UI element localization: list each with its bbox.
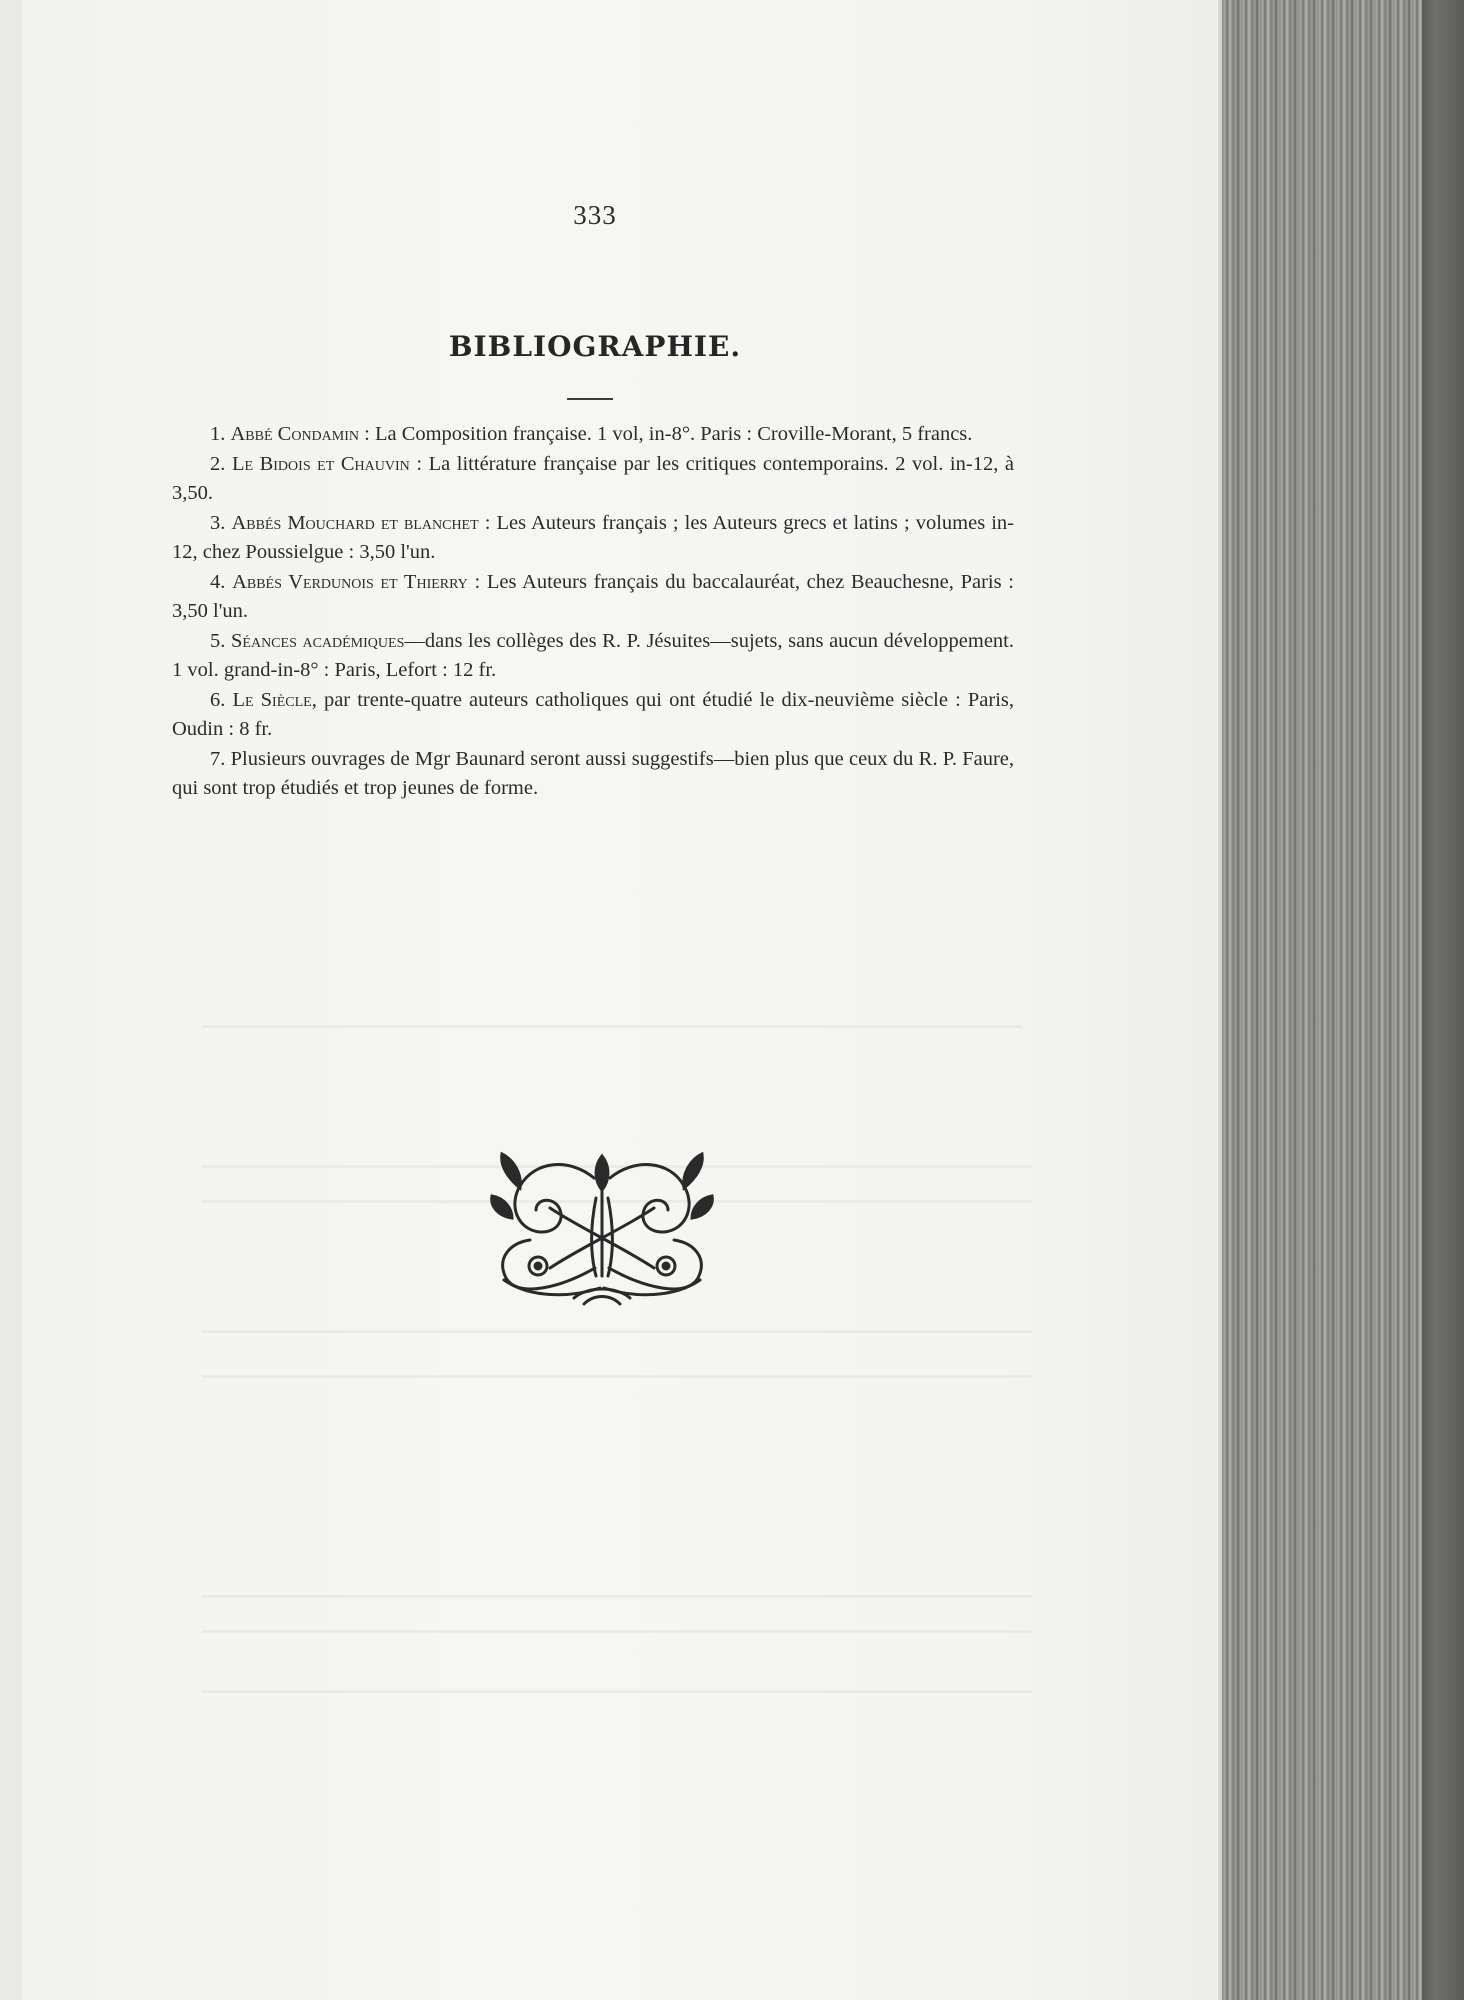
section-heading: BIBLIOGRAPHIE. [448,330,742,363]
entry-text: : Les Auteurs français ; les Auteurs grecs et latins ; volumes in-12, chez Poussielgue : 3,50 l'un. [172,511,1014,563]
entry-text: : La littérature française par les critiques contemporains. 2 vol. in-12, à 3,50. [172,452,1014,504]
entry-author: Abbés Verdunois et Thierry [232,570,468,593]
show-through-line [202,1375,1032,1378]
bibliography-list [172,420,1014,804]
entry-text: , par trente-quatre auteurs catholiques qui ont étudié le dix-neuvième siècle : Paris, Oudin : 8 fr. [172,688,1014,740]
entry-number: 1. [210,423,226,445]
show-through-line [202,1025,1022,1028]
show-through-line [202,1330,1032,1333]
entry-number: 4. [210,570,226,593]
entry-author: Abbés Mouchard et blanchet [231,511,479,534]
bibliography-entry [172,450,1014,509]
book-edge-shadow [1422,0,1464,2000]
entry-author: Le Siècle [232,688,312,711]
entry-number: 7. [210,747,226,770]
bibliography-entry [172,509,1014,568]
bibliography-entry [172,627,1014,686]
entry-author: Le Bidois et Chauvin [231,452,410,475]
bibliography-entry [172,745,1014,804]
show-through-line [202,1595,1032,1598]
entry-text: : Les Auteurs français du baccalauréat, chez Beauchesne, Paris : 3,50 l'un. [172,570,1014,622]
bibliography-entry [172,568,1014,627]
paper-sheet [22,0,1232,2000]
heading-rule [567,398,613,400]
entry-text: —dans les collèges des R. P. Jésuites—sujets, sans aucun développement. 1 vol. grand-in-8° : Paris, Lefort : 12 fr. [172,629,1014,681]
entry-number: 3. [210,511,226,534]
entry-number: 2. [210,452,226,475]
show-through-line [202,1630,1032,1633]
entry-number: 5. [210,629,226,652]
bibliography-entry [172,420,1014,450]
show-through-line [202,1690,1032,1693]
entry-text: : La Composition française. 1 vol, in-8°. Paris : Croville-Morant, 5 francs. [359,423,973,445]
entry-number: 6. [210,688,226,711]
floral-vignette-icon [490,1148,715,1306]
entry-author: Abbé Condamin [230,423,359,445]
bibliography-entry [172,686,1014,745]
entry-author: Séances académiques [231,629,405,652]
entry-text: Plusieurs ouvrages de Mgr Baunard seront aussi suggestifs—bien plus que ceux du R. P. Faure, qui sont trop étudiés et trop jeunes de forme. [172,747,1015,799]
page-number: 333 [573,200,617,230]
